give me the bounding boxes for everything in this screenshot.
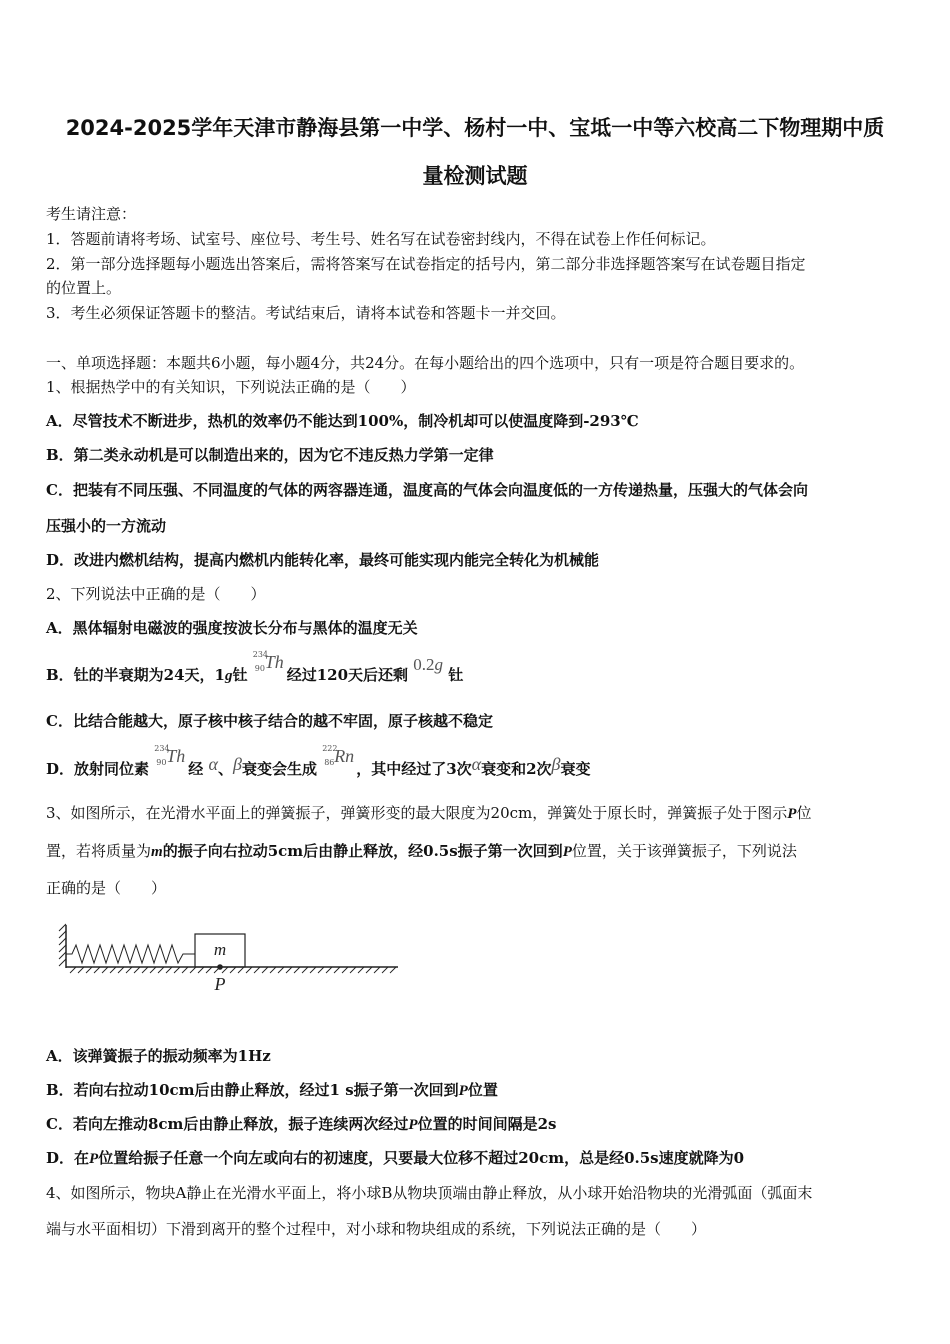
q3-option-b: B．若向右拉动10cm后由静止释放，经过1 s振子第一次回到P位置 bbox=[46, 1081, 498, 1099]
thorium-234-nuclide: 234 90 Th bbox=[154, 744, 186, 767]
q3-option-c: C．若向左推动8cm后由静止释放，振子连续两次经过P位置的时间间隔是2s bbox=[46, 1115, 557, 1133]
q2b-text-2: 钍 bbox=[232, 666, 248, 684]
radon-222-nuclide: 222 86 Rn bbox=[322, 744, 355, 767]
exam-title-line-1: 2024-2025学年天津市静海县第一中学、杨村一中、宝坻一中等六校高二下物理期中质 bbox=[65, 116, 885, 140]
q2-option-d bbox=[46, 744, 916, 779]
mass-m-label: m bbox=[151, 844, 163, 860]
q2b-text-4: 钍 bbox=[448, 666, 464, 684]
q2b-unit-g: g bbox=[225, 668, 233, 684]
q3-option-d: D．在P位置给振子任意一个向左或向右的初速度，只要最大位移不超过20cm，总是经0.5s速度就降为0 bbox=[46, 1149, 745, 1167]
q3-stem-line-3: 正确的是（ ） bbox=[46, 879, 167, 897]
remaining-mass: 0.2g bbox=[413, 655, 444, 674]
q2d-text-6: 衰变 bbox=[560, 760, 591, 778]
q2d-text-4: ，其中经过了3次 bbox=[356, 760, 472, 778]
notice-item-1: 1．答题前请将考场、试室号、座位号、考生号、姓名写在试卷密封线内，不得在试卷上作任何标记。 bbox=[46, 230, 716, 248]
q4-stem-line-1: 4、如图所示，物块A静止在光滑水平面上，将小球B从物块顶端由静止释放，从小球开始沿物块的光滑弧面（弧面末 bbox=[46, 1184, 813, 1202]
q3-stem-line-2: 置，若将质量为m的振子向右拉动5cm后由静止释放，经0.5s振子第一次回到P位置，关于该弹簧振子，下列说法 bbox=[46, 842, 797, 860]
q2d-text-3: 衰变会生成 bbox=[241, 760, 317, 778]
section-1-heading: 一、单项选择题：本题共6小题，每小题4分，共24分。在每小题给出的四个选项中，只有一项是符合题目要求的。 bbox=[46, 354, 805, 372]
point-p-label: P bbox=[458, 1083, 468, 1099]
q2-option-c: C．比结合能越大，原子核中核子结合的越不牢固，原子核越不稳定 bbox=[46, 712, 493, 730]
beta-symbol: β bbox=[551, 754, 561, 774]
q2d-sep: 、 bbox=[217, 760, 233, 778]
q1-option-b: B．第二类永动机是可以制造出来的，因为它不违反热力学第一定律 bbox=[46, 446, 494, 464]
q2d-text-2: 经 bbox=[188, 760, 204, 778]
point-p-figure-label: P bbox=[214, 974, 226, 994]
q2-option-b bbox=[46, 650, 916, 685]
exam-title-line-2: 量检测试题 bbox=[422, 164, 528, 188]
q1-option-c: C．把装有不同压强、不同温度的气体的两容器连通，温度高的气体会向温度低的一方传递热量，压强大的气体会向 bbox=[46, 481, 808, 499]
q2-option-a: A．黑体辐射电磁波的强度按波长分布与黑体的温度无关 bbox=[46, 619, 418, 637]
point-p-label: P bbox=[562, 844, 572, 860]
q2d-text-5: 衰变和2次 bbox=[481, 760, 552, 778]
thorium-234-nuclide: 234 90 Th bbox=[252, 650, 284, 673]
ground bbox=[66, 967, 398, 973]
q2b-text-3: 经过120天后还剩 bbox=[286, 666, 409, 684]
notice-item-2: 2．第一部分选择题每小题选出答案后，需将答案写在试卷指定的括号内，第二部分非选择题答案写在试卷题目指定 bbox=[46, 255, 806, 273]
q1-stem: 1、根据热学中的有关知识，下列说法正确的是（ ） bbox=[46, 378, 416, 396]
point-p-label: P bbox=[89, 1151, 99, 1167]
point-p-label: P bbox=[408, 1117, 418, 1133]
alpha-symbol: α bbox=[471, 754, 482, 774]
notice-header: 考生请注意： bbox=[46, 205, 137, 223]
q1-option-c-cont: 压强小的一方流动 bbox=[46, 517, 167, 535]
alpha-symbol: α bbox=[208, 754, 218, 774]
point-p-label: P bbox=[787, 806, 797, 822]
q1-option-d: D．改进内燃机结构，提高内燃机内能转化率，最终可能实现内能完全转化为机械能 bbox=[46, 551, 600, 569]
spring-oscillator-figure bbox=[58, 920, 403, 998]
q3-option-a: A．该弹簧振子的振动频率为1Hz bbox=[46, 1047, 271, 1065]
q3-stem-line-1: 3、如图所示，在光滑水平面上的弹簧振子，弹簧形变的最大限度为20cm，弹簧处于原长时，弹簧振子处于图示P位 bbox=[46, 804, 812, 822]
mass-label: m bbox=[213, 940, 227, 959]
q1-option-a: A．尽管技术不断进步，热机的效率仍不能达到100%，制冷机却可以使温度降到-293℃ bbox=[46, 412, 639, 430]
notice-item-2-cont: 的位置上。 bbox=[46, 279, 122, 297]
q2b-text-1: B．钍的半衰期为24天，1 bbox=[46, 666, 225, 684]
notice-item-3: 3．考生必须保证答题卡的整洁。考试结束后，请将本试卷和答题卡一并交回。 bbox=[46, 304, 566, 322]
spring bbox=[66, 945, 195, 963]
q4-stem-line-2: 端与水平面相切）下滑到离开的整个过程中，对小球和物块组成的系统，下列说法正确的是（ ） bbox=[46, 1220, 707, 1238]
point-p-marker bbox=[217, 964, 223, 970]
beta-symbol: β bbox=[232, 754, 242, 774]
wall bbox=[59, 924, 66, 968]
q2d-text-1: D．放射同位素 bbox=[46, 760, 150, 778]
q2-stem: 2、下列说法中正确的是（ ） bbox=[46, 585, 266, 603]
